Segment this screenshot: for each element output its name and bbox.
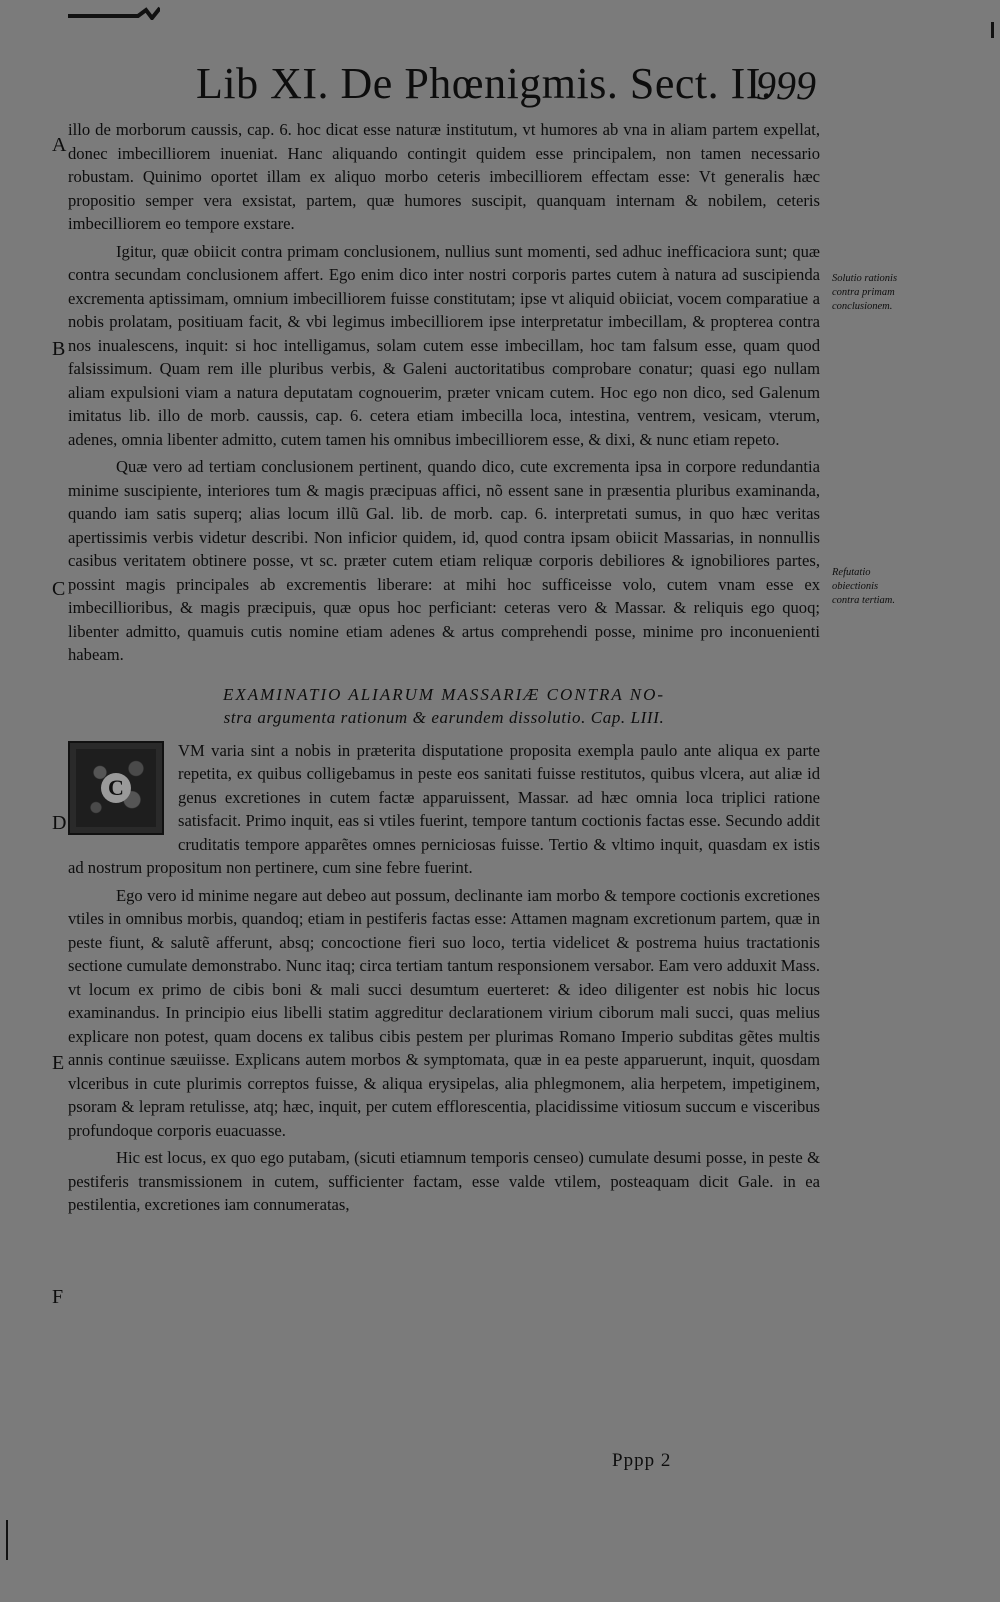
chapter-heading [68,683,820,729]
body-text [68,118,820,1221]
chapter-heading-line: EXAMINATIO ALIARUM MASSARIÆ CONTRA NO- [222,684,666,704]
section-letter-c: C [52,578,66,600]
paragraph: VM varia sint a nobis in præterita disputatione proposita exempla paulo ante aliqua ex parte repetita, ex quibus colligebamus in peste eos sanitati fuisse restitutos, quibus vlcera, aut aliæ id genus excretiones in cutem factæ apparuissent, Massar. ad hæc omnia loca triplici ratione satisfacit. Primo inquit, eas si vtiles fuerint, tempore tantum coctionis factas esse. Secundo addit cruditatis tempore apparẽtes omnes perniciosas fuisse. Tertio & vltimo inquit, quasdam ex istis ad nostrum propositum non pertinere, cum sine febre fuerint. [68,740,820,877]
paragraph: Igitur, quæ obiicit contra primam conclusionem, nullius sunt momenti, sed adhuc inefficaciora sunt; quæ contra secundam conclusionem affert. Ego enim dico inter nostri corporis partes cutem à natura ad suscipienda excrementa aptissimam, omnium imbecilliorem fuisse constitutam; ipse vt aliquid obiiciat, vocem comparatiue a nobis prolatam, positiuam facit, & vbi legimus imbecilliorem ipse interpretatur imbecillam, & propterea contra nos inualescens, inquit: si hoc intelligamus, solam cutem esse imbecillam, hoc tam falsum esse, quam quod falsissimum. Quam rem ille pluribus verbis, & Galeni auctoritatibus comprobare conatur; quasi ego nullam aliam expulsioni viam a natura deputatam cognouerim, præter vnicam cutem. Hoc ego non dico, sed Galenum imitatus lib. illo de morb. caussis, cap. 6. cetera etiam imbecilla loca, intestina, ventrem, vesicam, vterum, adenes, omnia libenter admitto, cutem tamen his omnibus imbecilliorem esse, & dixi, & nunc etiam repeto. [68,241,820,449]
paragraph: Quæ vero ad tertiam conclusionem pertinent, quando dico, cute excrementa ipsa in corpore redundantia minime suscipiente, interiores tum & magis præcipuas affici, nõ essent sane in præsentia pluribus examinanda, quando iam satis superq; alias locum illũ Gal. lib. de morb. cap. 6. interpretati sumus, in quo hæc veritas apertissimis verbis videtur describi. Non inficior quidem, id, quod contra ipsam obiicit Massarias, in nonnullis casibus veritatem obtinere posse, vt sc. præter cutem etiam reliquæ corporis debiliores & ignobiliores partes, possint magis principales ab excrementis liberare: at mihi hoc sufficeisse volo, cutem vnam esse ex imbecillioribus, & magis præcipuis, quæ opus hoc perficiant: ceteras vero & Massar. & reliquis ego quoq; libenter admitto, quamuis cutis nomine etiam adenes & artus comprehendi posse, minime pro inconuenienti habeam. [68,457,820,664]
running-head [196,58,816,114]
paragraph: illo de morborum caussis, cap. 6. hoc dicat esse naturæ institutum, vt humores ab vna in aliam partem expellat, donec imbecilliorem inueniat. Hanc aliquando contingit quidem esse principalem, non tamen necessario robustam. Quinimo oportet illam ex aliquo morbo ceteris imbecilliorem effectam esse: Vt generalis hæc propositio semper vera exsistat, partem, quæ humores suscipit, quanquam internam & nobilem, ceteris imbecilliorem eo tempore exstare. [68,120,820,233]
section-letter-d: D [52,812,67,834]
section-letter-a: A [52,134,67,156]
section-letter-b: B [52,338,66,360]
paragraph: Hic est locus, ex quo ego putabam, (sicuti etiamnum temporis censeo) cumulate desumi posse, in peste & pestiferis transmissionem in cutem, sufficienter factam, esse valde vtilem, posteaquam dicit Gale. in ea pestilentia, excretiones iam connumeratas, [68,1148,820,1214]
marginal-note: Refutatio obiectionis contra tertiam. [832,567,895,606]
decorated-initial [68,741,168,837]
signature-mark: Pppp 2 [612,1450,672,1471]
page-number: 999 [756,63,816,108]
edge-tick-mark [991,22,994,38]
section-letter-e: E [52,1052,65,1074]
page-title: Lib XI. De Phœnigmis. Sect. II. [196,59,773,108]
marginal-note: Solutio rationis contra primam conclusionem. [832,273,898,312]
initial-letter: C [101,773,131,803]
paragraph: Ego vero id minime negare aut debeo aut possum, declinante iam morbo & tempore coctionis excretiones vtiles in omnibus morbis, quandoq; etiam in pestiferis factas esse: Attamen magnam excretionum partem, quæ in peste fiunt, & salutẽ afferunt, absq; concoctione fieri suo loco, tertia videlicet & postrema huius tractationis sectione cumulate demonstrabo. Nunc itaq; circa tertiam tantum responsionem versabor. Eam vero adduxit Mass. vt locum ex primo de cibis boni & mali succi desumtum euerteret: & ideo diligenter est nobis hic locus examinandus. In principio eius libelli statim aggreditur declarationem virium ciborum mali succi, quas melius explicare non potest, quam docens ex talibus cibis pestem per plurimas Romano Imperio subditas gẽtes multis annis continue sæuiisse. Explicans autem morbos & symptomata, quæ in ea peste apparuerunt, inquit, quosdam vlceribus in cute plurimis correptos fuisse, & aliqua erysipelas, alia phlegmonem, alia herpetem, impetiginem, psoram & lepram retulisse, atq; hæc, inquit, per cutem efflorescentia, placidissime vitiosum succum e visceribus profundoque corporis euacuasse. [68,885,820,1140]
chapter-heading-line: stra argumenta rationum & earundem dissolutio. Cap. LIII. [223,707,665,727]
scan-artifact-mark [68,6,160,20]
section-letter-f: F [52,1286,64,1308]
edge-line-mark [6,1520,8,1560]
